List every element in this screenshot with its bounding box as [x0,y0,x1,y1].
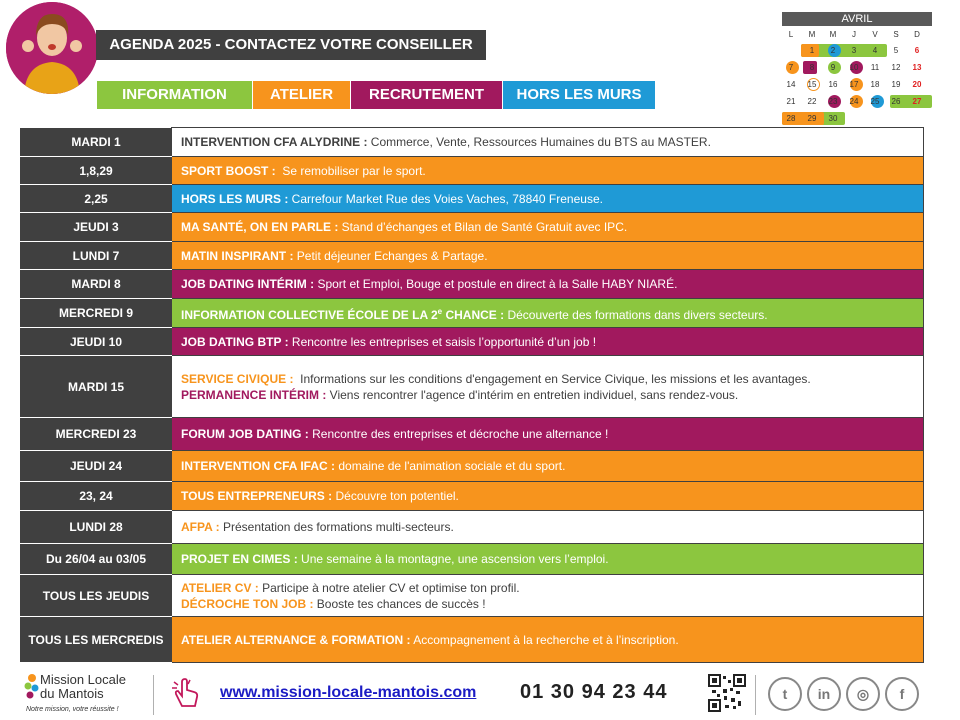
agenda-date: LUNDI 7 [21,242,172,270]
phone-number: 01 30 94 23 44 [520,681,668,703]
event-line [181,519,923,535]
agenda-description [172,157,924,185]
calendar-day: 23 [828,97,838,106]
event-label [181,388,326,402]
event-label [181,427,309,441]
event-label [181,372,293,386]
event-label [181,192,288,206]
calendar-day: 28 [786,114,796,123]
agenda-row [21,544,924,575]
agenda-row [21,451,924,482]
agenda-date: LUNDI 28 [21,511,172,544]
event-line [181,219,923,235]
agenda-row [21,418,924,451]
event-label [181,249,293,263]
event-label-text: INTERVENTION CFA IFAC : [181,459,336,473]
agenda-row [21,299,924,328]
event-line [181,371,923,387]
event-line [181,632,923,648]
calendar-day: 26 [891,97,901,106]
agenda-description [172,418,924,451]
agenda-date: MARDI 15 [21,356,172,418]
event-line [181,596,923,612]
calendar-weekday: M [808,30,816,39]
event-label [181,308,504,322]
calendar-day: 11 [870,63,880,72]
event-label-text: JOB DATING BTP : [181,334,289,349]
event-label-text: CHANCE : [442,307,505,322]
agenda-date: MARDI 1 [21,128,172,157]
event-label [181,552,298,566]
agenda-description [172,482,924,511]
agenda-description [172,185,924,213]
agenda-description [172,328,924,356]
event-label [181,135,367,149]
calendar-day: 15 [807,80,817,89]
event-label [181,597,313,611]
agenda-date: MERCREDI 23 [21,418,172,451]
event-label-text: SPORT BOOST : [181,163,276,178]
website-link[interactable]: www.mission-locale-mantois.com [220,684,477,701]
calendar-day: 29 [807,114,817,123]
legend-atelier: ATELIER [253,81,350,109]
event-text: Participe à notre atelier CV et optimise ton profil. [258,580,520,595]
event-line [181,304,923,323]
event-label-text: ATELIER CV : [181,580,259,595]
event-label [181,520,220,534]
calendar-day: 22 [807,97,817,106]
agenda-date: 2,25 [21,185,172,213]
calendar-day: 8 [809,63,815,72]
calendar-day: 27 [912,97,922,106]
agenda-row [21,575,924,617]
event-line [181,426,923,442]
agenda-description [172,299,924,328]
agenda-row [21,213,924,242]
agenda-date: TOUS LES MERCREDIS [21,617,172,663]
event-text: domaine de l'animation sociale et du sport. [335,459,566,473]
tagline: Notre mission, votre réussite ! [26,706,119,713]
agenda-row [21,328,924,356]
event-text: Rencontre des entreprises et décroche une alternance ! [308,427,609,441]
event-label-text: PROJET EN CIMES : [181,552,298,566]
agenda-description [172,544,924,575]
event-label-text: MATIN INSPIRANT : [181,248,294,263]
calendar-month: AVRIL [782,12,932,26]
calendar-day: 12 [891,63,901,72]
event-text: Découvre ton potentiel. [332,489,459,503]
logo-line-1: Mission Locale [40,672,126,687]
calendar-weekday: M [829,30,837,39]
event-text: Booste tes chances de succès ! [313,596,486,611]
event-text: Stand d’échanges et Bilan de Santé Gratuit avec IPC. [338,220,628,234]
event-line [181,387,923,403]
calendar-grid [782,42,932,138]
agenda-table [20,127,924,663]
page-title: AGENDA 2025 - CONTACTEZ VOTRE CONSEILLER [96,30,486,60]
event-label [181,277,314,291]
agenda-row [21,356,924,418]
legend-information: INFORMATION [97,81,252,109]
event-label-text: SERVICE CIVIQUE : [181,371,294,386]
event-text: Accompagnement à la recherche et à l’inscription. [410,632,679,647]
event-label [181,489,332,503]
event-line [181,580,923,596]
calendar-weekday: J [852,30,856,39]
calendar-day: 9 [830,63,836,72]
calendar-day: 30 [828,114,838,123]
advisor-photo [6,2,98,94]
agenda-description [172,451,924,482]
agenda-description [172,511,924,544]
event-line [181,458,923,474]
calendar-day: 13 [912,63,922,72]
event-text: Rencontre les entreprises et saisis l’opportunité d’un job ! [288,334,597,349]
agenda-row [21,511,924,544]
agenda-row [21,128,924,157]
agenda-description [172,575,924,617]
linkedin-icon[interactable]: in [807,677,841,711]
event-line [181,488,923,504]
event-label-text: PERMANENCE INTÉRIM : [181,387,327,402]
event-text: Une semaine à la montagne, une ascension vers l’emploi. [297,552,609,566]
event-label [181,164,276,178]
event-line [181,134,923,150]
calendar-day: 16 [828,80,838,89]
legend-recrutement: RECRUTEMENT [351,81,502,109]
event-label-text: TOUS ENTREPRENEURS : [181,489,333,503]
event-label [181,220,338,234]
event-label-text: MA SANTÉ, ON EN PARLE : [181,220,339,234]
calendar-weekday: S [893,30,899,39]
calendar-day: 24 [849,97,859,106]
event-text: Présentation des formations multi-secteurs. [219,520,454,534]
event-label-text: HORS LES MURS : [181,191,289,206]
agenda-description [172,242,924,270]
agenda-date: 23, 24 [21,482,172,511]
agenda-description [172,617,924,663]
event-label [181,335,289,349]
event-text: Viens rencontrer l'agence d'intérim en entretien individuel, sans rendez-vous. [326,387,739,402]
event-line [181,334,923,350]
event-text: Sport et Emploi, Bouge et postule en direct à la Salle HABY NIARÉ. [314,277,678,291]
agenda-date: MARDI 8 [21,270,172,299]
click-hand-icon [168,676,204,710]
calendar-weekdays [782,26,932,42]
event-line [181,248,923,264]
qr-code-icon [708,674,746,712]
agenda-date: Du 26/04 au 03/05 [21,544,172,575]
agenda-date: JEUDI 3 [21,213,172,242]
divider [755,675,756,715]
calendar-weekday: L [788,30,794,39]
event-label [181,633,411,647]
divider [153,675,154,715]
agenda-row [21,157,924,185]
agenda-date: MERCREDI 9 [21,299,172,328]
calendar-day: 7 [788,63,794,72]
agenda-row [21,242,924,270]
calendar-day: 4 [872,46,878,55]
calendar-day: 19 [891,80,901,89]
agenda-description [172,270,924,299]
instagram-icon[interactable]: ◎ [846,677,880,711]
calendar-day: 1 [809,46,815,55]
event-label-text: DÉCROCHE TON JOB : [181,596,314,611]
calendar-day: 10 [849,63,859,72]
event-text: Carrefour Market Rue des Voies Vaches, 78840 Freneuse. [288,191,603,206]
event-line [181,191,923,207]
calendar-day: 20 [912,80,922,89]
agenda-row [21,185,924,213]
calendar-day: 25 [870,97,880,106]
event-label [181,581,259,595]
agenda-date: TOUS LES JEUDIS [21,575,172,617]
calendar-day: 18 [870,80,880,89]
agenda-row [21,270,924,299]
event-label-text: INTERVENTION CFA ALYDRINE : [181,135,368,149]
calendar-day: 6 [914,46,920,55]
agenda-row [21,617,924,663]
event-label [181,459,335,473]
event-line [181,276,923,292]
event-line [181,163,923,179]
event-line [181,551,923,567]
calendar-day: 21 [786,97,796,106]
agenda-description [172,128,924,157]
event-text: Découverte des formations dans divers secteurs. [504,307,768,322]
tiktok-icon[interactable]: t [768,677,802,711]
legend-hors-les-murs: HORS LES MURS [503,81,655,109]
calendar-day: 17 [849,80,859,89]
facebook-icon[interactable]: f [885,677,919,711]
logo-line-2: du Mantois [40,686,104,701]
agenda-date: 1,8,29 [21,157,172,185]
event-label-text: JOB DATING INTÉRIM : [181,277,315,291]
mission-locale-logo-icon [24,672,40,702]
agenda-description [172,213,924,242]
event-text: Commerce, Vente, Ressources Humaines du BTS au MASTER. [367,135,711,149]
calendar-weekday: D [914,30,920,39]
month-calendar [782,12,932,138]
event-text: Se remobiliser par le sport. [275,163,426,178]
event-label-sup: e [437,306,443,316]
calendar-day: 5 [893,46,899,55]
event-text: Informations sur les conditions d'engagement en Service Civique, les missions et les avantages. [293,371,811,386]
event-text: Petit déjeuner Echanges & Partage. [293,248,488,263]
event-label-text: ATELIER ALTERNANCE & FORMATION : [181,632,411,647]
calendar-day: 2 [830,46,836,55]
mission-locale-logo [40,673,126,701]
event-label-text: AFPA : [181,520,220,534]
agenda-date: JEUDI 10 [21,328,172,356]
event-label-text: INFORMATION COLLECTIVE ÉCOLE DE LA 2 [181,307,438,322]
event-label-text: FORUM JOB DATING : [181,427,309,441]
agenda-row [21,482,924,511]
calendar-day: 14 [786,80,796,89]
agenda-date: JEUDI 24 [21,451,172,482]
agenda-description [172,356,924,418]
calendar-weekday: V [872,30,878,39]
calendar-day: 3 [851,46,857,55]
